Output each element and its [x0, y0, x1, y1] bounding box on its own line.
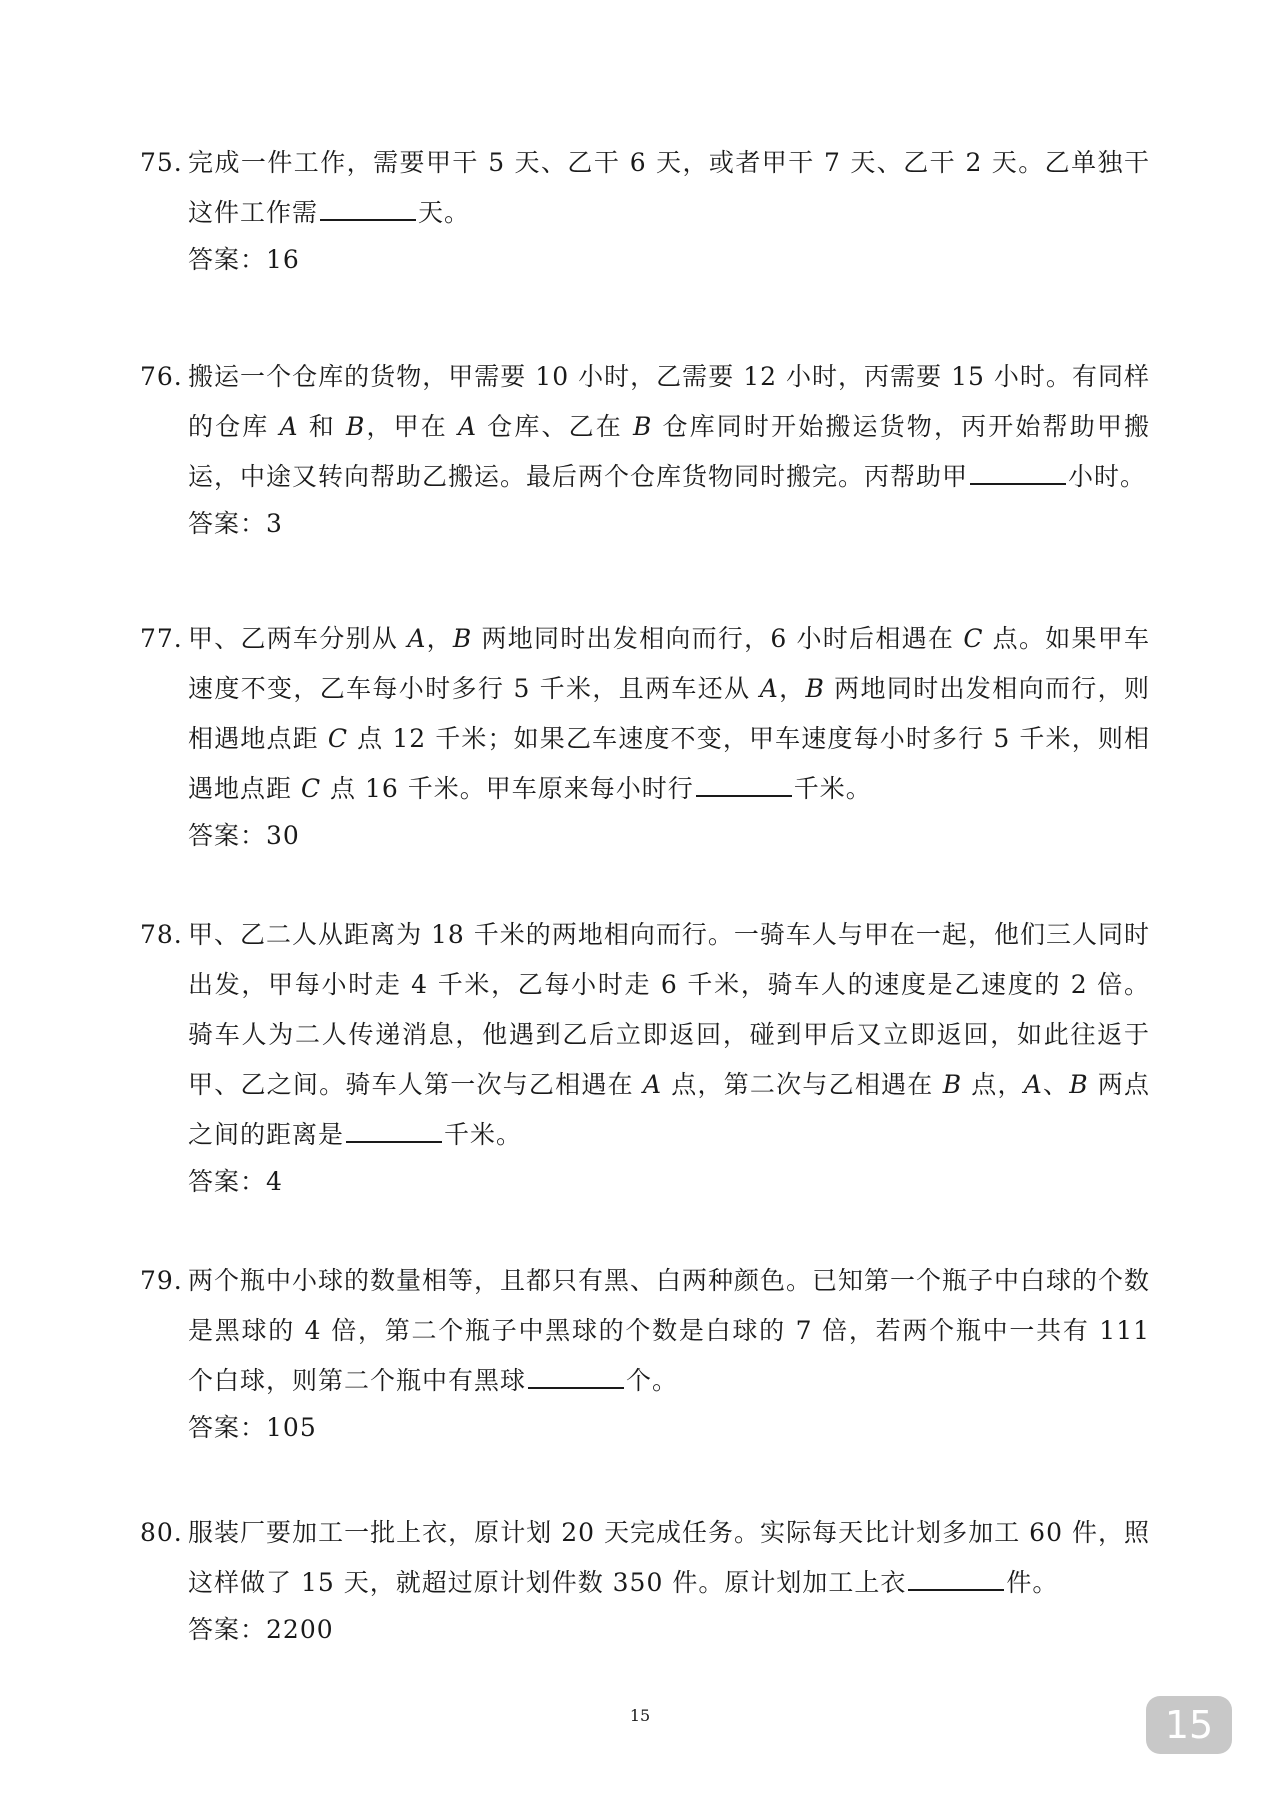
- problem-text: [140, 1508, 1150, 1608]
- answer-value: 4: [266, 1167, 283, 1196]
- text-segment: 仓库、乙在: [477, 412, 634, 441]
- text-segment: ，: [426, 624, 453, 653]
- problem-text: [140, 614, 1150, 814]
- answer-blank: [528, 1357, 624, 1389]
- point-label: A: [759, 674, 779, 703]
- answer-blank: [908, 1559, 1004, 1591]
- text-segment: 千米。: [793, 774, 872, 803]
- problem-number: 80.: [140, 1518, 183, 1547]
- answer-label: 答案：: [188, 1413, 267, 1442]
- text-segment: 千米。: [444, 1120, 523, 1149]
- problem-79: [140, 1256, 1150, 1450]
- problem-number: 77.: [140, 624, 183, 653]
- answer-line: [140, 814, 1150, 858]
- problem-number: 75.: [140, 148, 183, 177]
- answer-label: 答案：: [188, 1167, 267, 1196]
- answer-line: [140, 502, 1150, 546]
- answer-label: 答案：: [188, 245, 267, 274]
- answer-line: [140, 1406, 1150, 1450]
- text-segment: 两地同时出发相向而行，6 小时后相遇在: [472, 624, 964, 653]
- answer-label: 答案：: [188, 509, 267, 538]
- answer-blank: [346, 1111, 442, 1143]
- point-label: A: [458, 412, 478, 441]
- point-label: B: [805, 674, 825, 703]
- problem-76: [140, 352, 1150, 546]
- point-label: B: [452, 624, 473, 653]
- point-label: B: [633, 412, 653, 441]
- text-segment: 两地同时出发相向而行，则相遇地点距: [188, 674, 1150, 753]
- answer-line: [140, 238, 1150, 282]
- point-label: B: [1069, 1070, 1089, 1099]
- text-segment: 、: [1042, 1070, 1070, 1099]
- page-indicator-badge: 15: [1146, 1696, 1232, 1754]
- text-segment: 两个瓶中小球的数量相等，且都只有黑、白两种颜色。已知第一个瓶子中白球的个数是黑球的 4 倍，第二个瓶子中黑球的个数是白球的 7 倍，若两个瓶中一共有 111 个白球，则第二个瓶中有黑球: [188, 1266, 1151, 1395]
- problem-80: [140, 1508, 1150, 1652]
- problem-75: [140, 138, 1150, 282]
- point-label: B: [345, 412, 366, 441]
- problem-text: [140, 352, 1150, 502]
- answer-value: 3: [266, 509, 283, 538]
- text-segment: 天。: [418, 198, 471, 227]
- text-segment: 点，第二次与乙相遇在: [662, 1070, 943, 1099]
- point-label: A: [407, 624, 427, 653]
- text-segment: 甲、乙两车分别从: [188, 624, 408, 653]
- text-segment: 点。如果甲车速度不变，乙车每小时多行 5 千米，且两车还从: [188, 624, 1150, 703]
- problem-77: [140, 614, 1150, 858]
- text-segment: ，: [778, 674, 806, 703]
- point-label: B: [942, 1070, 963, 1099]
- point-label: C: [300, 774, 322, 803]
- point-label: A: [1023, 1070, 1043, 1099]
- point-label: C: [327, 724, 348, 753]
- problem-text: [140, 910, 1150, 1160]
- problem-number: 78.: [140, 920, 183, 949]
- point-label: A: [279, 412, 299, 441]
- answer-label: 答案：: [188, 1615, 267, 1644]
- answer-blank: [970, 453, 1066, 485]
- problem-number: 79.: [140, 1266, 183, 1295]
- text-segment: 小时。: [1068, 462, 1147, 491]
- answer-value: 30: [266, 821, 300, 850]
- answer-blank: [696, 765, 792, 797]
- point-label: C: [963, 624, 984, 653]
- text-segment: 完成一件工作，需要甲干 5 天、乙干 6 天，或者甲干 7 天、乙干 2 天。乙单独干这件工作需: [188, 148, 1150, 227]
- text-segment: 点，: [962, 1070, 1024, 1099]
- text-segment: 个。: [626, 1366, 679, 1395]
- text-segment: 搬运一个仓库的货物，甲需要 10 小时，乙需要 12 小时，丙需要 15 小时。有同样的仓库: [188, 362, 1150, 441]
- text-segment: 仓库同时开始搬运货物，丙开始帮助甲搬运，中途又转向帮助乙搬运。最后两个仓库货物同时搬完。丙帮助甲: [188, 412, 1150, 491]
- problem-78: [140, 910, 1150, 1204]
- text-segment: 服装厂要加工一批上衣，原计划 20 天完成任务。实际每天比计划多加工 60 件，照这样做了 15 天，就超过原计划件数 350 件。原计划加工上衣: [188, 1518, 1150, 1597]
- text-segment: 件。: [1006, 1568, 1059, 1597]
- problem-text: [140, 138, 1150, 238]
- answer-blank: [320, 189, 416, 221]
- text-segment: ，甲在: [365, 412, 459, 441]
- footer-page-number: 15: [629, 1706, 651, 1725]
- answer-value: 16: [266, 245, 300, 274]
- answer-line: [140, 1608, 1150, 1652]
- point-label: A: [643, 1070, 663, 1099]
- problem-text: [140, 1256, 1150, 1406]
- answer-label: 答案：: [188, 821, 267, 850]
- text-segment: 和: [298, 412, 346, 441]
- answer-value: 2200: [266, 1615, 334, 1644]
- answer-line: [140, 1160, 1150, 1204]
- text-segment: 两点之间的距离是: [188, 1070, 1150, 1149]
- problem-number: 76.: [140, 362, 183, 391]
- text-segment: 点 16 千米。甲车原来每小时行: [321, 774, 694, 803]
- text-segment: 点 12 千米；如果乙车速度不变，甲车速度每小时多行 5 千米，则相遇地点距: [188, 724, 1150, 803]
- answer-value: 105: [266, 1413, 317, 1442]
- text-segment: 甲、乙二人从距离为 18 千米的两地相向而行。一骑车人与甲在一起，他们三人同时出发，甲每小时走 4 千米，乙每小时走 6 千米，骑车人的速度是乙速度的 2 倍。骑车人为二人传递消息，他遇到乙后立即返回，碰到甲后又立即返回，如此往返于甲、乙之间。骑车人第一次与乙相遇在: [188, 920, 1150, 1099]
